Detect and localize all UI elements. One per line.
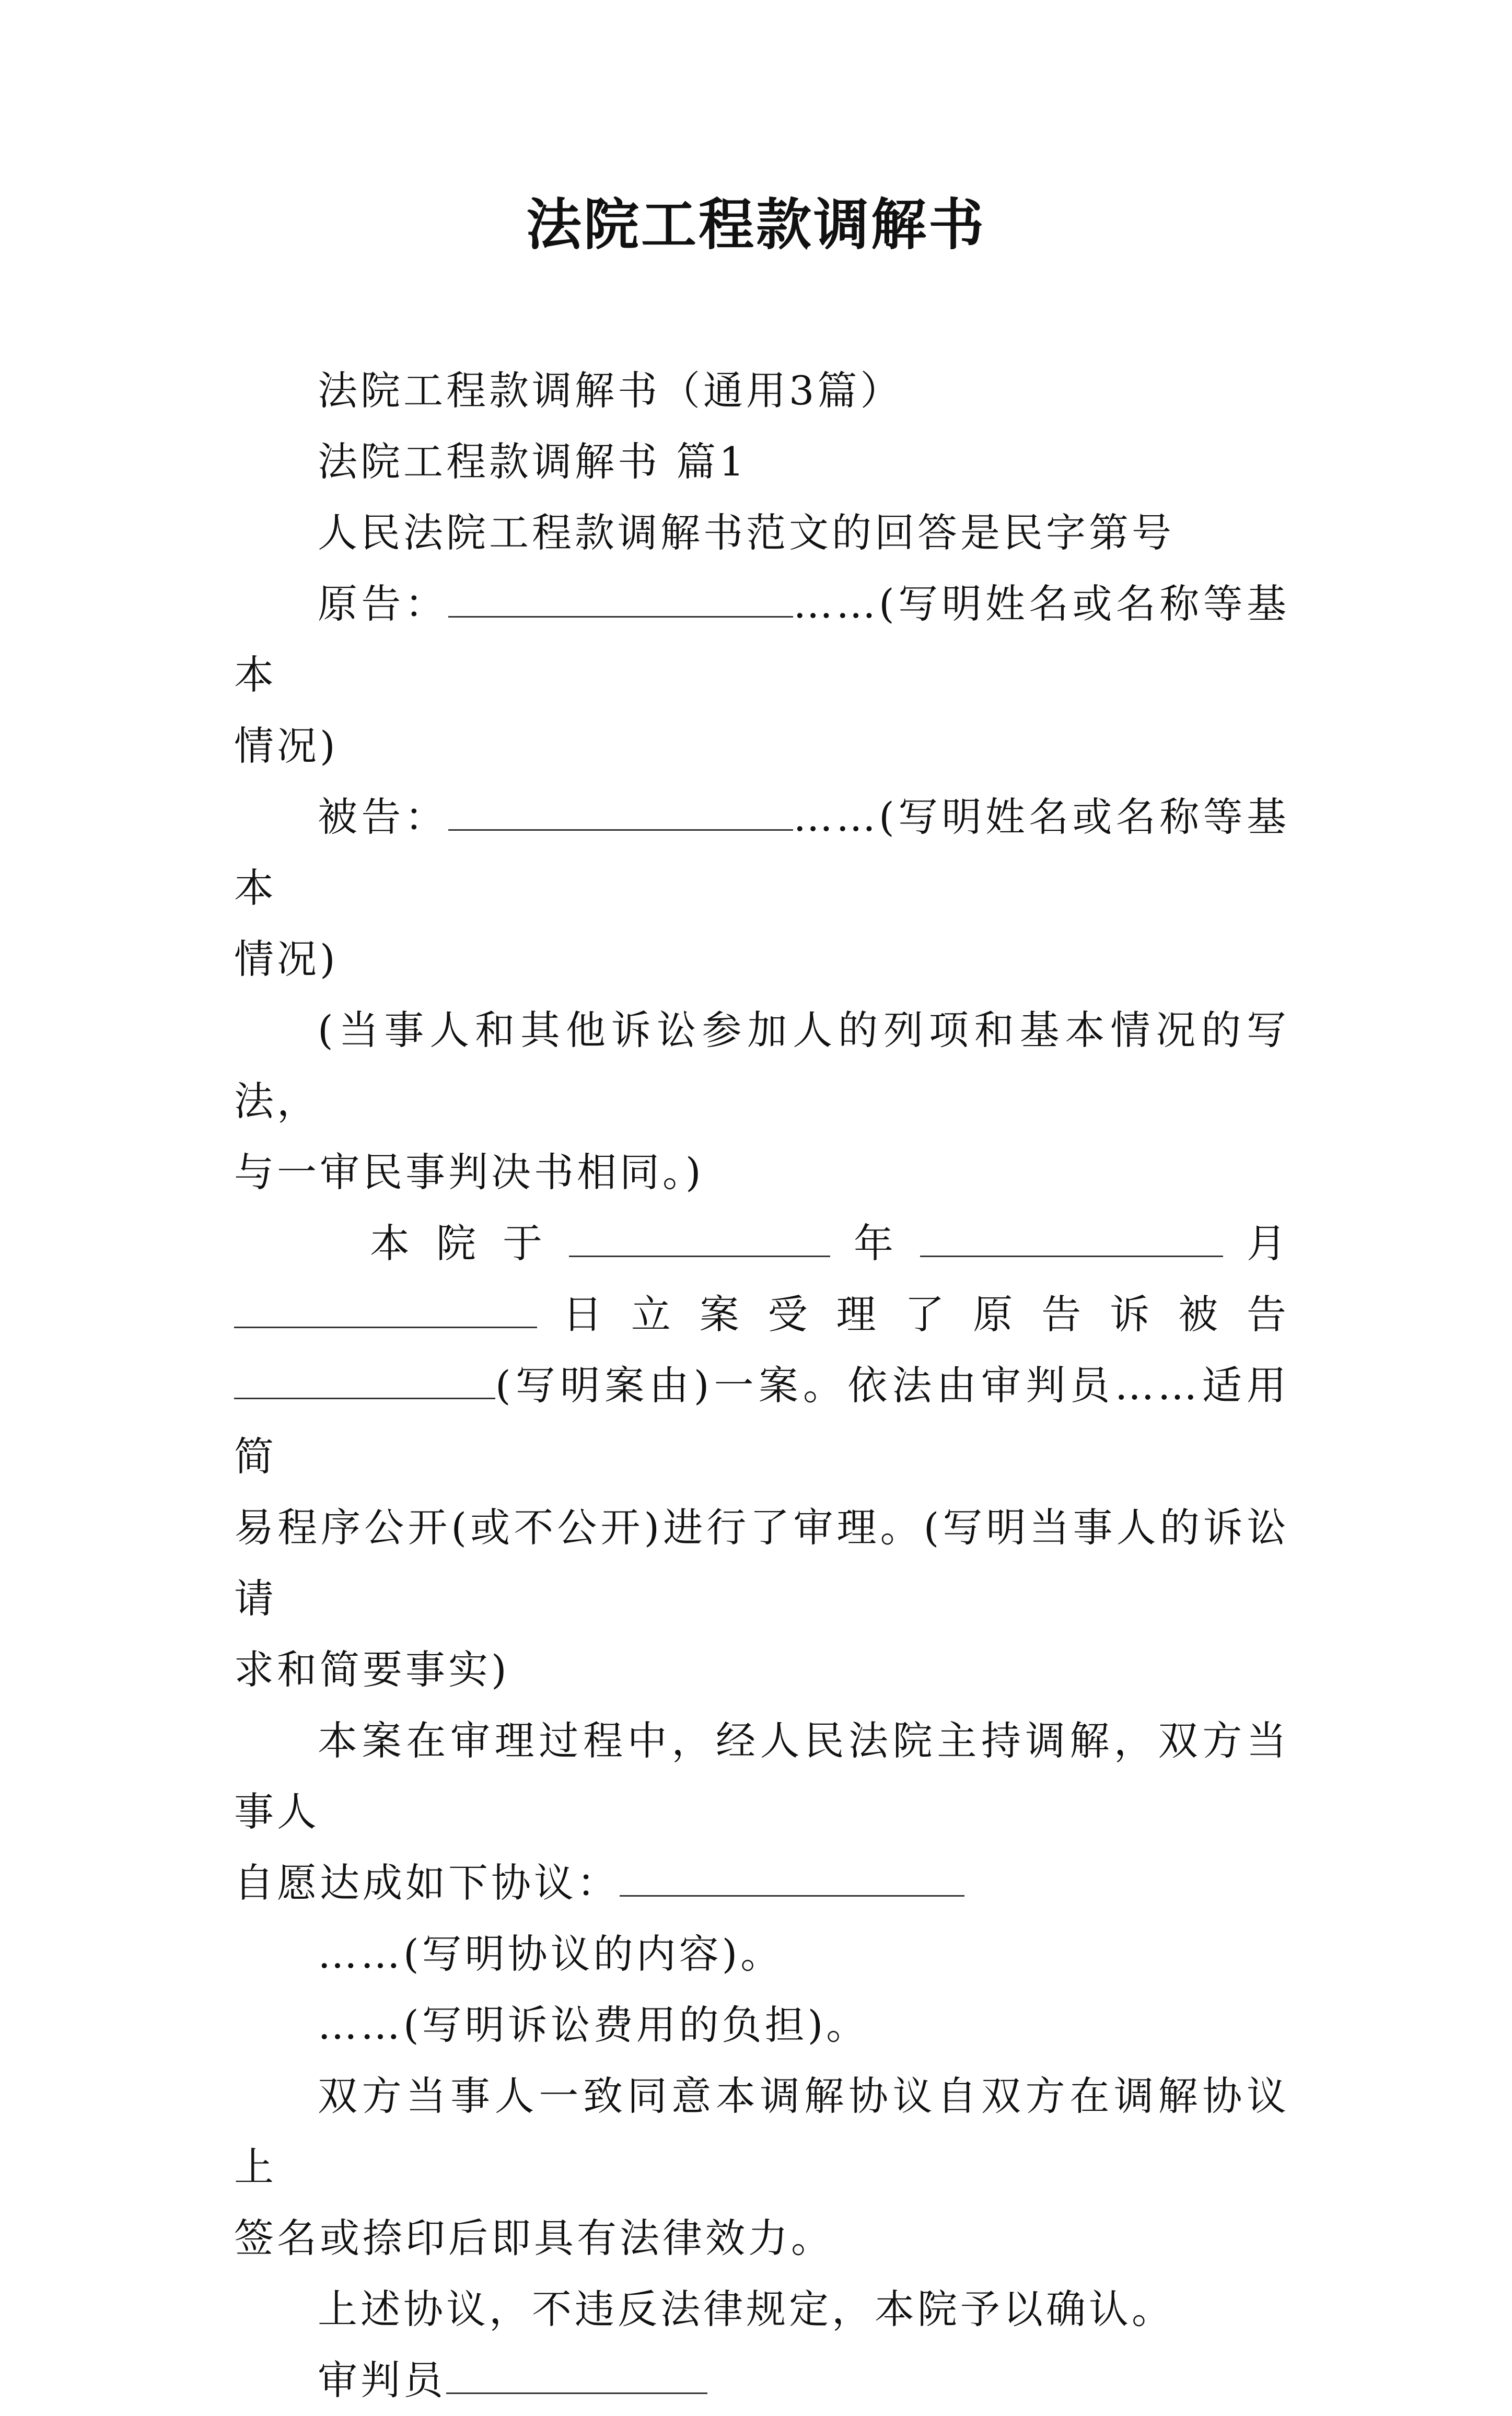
- judge-line: [234, 2345, 1289, 2416]
- filing-month-blank: [920, 1214, 1223, 1257]
- filing-day-char: 受: [767, 1291, 811, 1338]
- filing-word-yuan: 院: [436, 1220, 479, 1267]
- plaintiff-suffix: ……(写明姓名或名称等基本: [234, 580, 1290, 698]
- filing-line1: [234, 1208, 1289, 1279]
- defendant-label: 被告：: [318, 794, 449, 840]
- plaintiff-label: 原告：: [318, 580, 449, 627]
- defendant-line: [234, 782, 1289, 924]
- filing-day-char: 了: [904, 1291, 948, 1338]
- plaintiff-cont: 情况): [234, 723, 339, 769]
- judge-blank: [446, 2351, 707, 2394]
- subtitle-line: 法院工程款调解书（通用3篇）: [318, 367, 903, 414]
- parties-note-line1: (当事人和其他诉讼参加人的列项和基本情况的写法，: [234, 1007, 1289, 1124]
- filing-cause-text: (写明案由)一案。依法由审判员……适用简: [234, 1362, 1289, 1480]
- filing-day-blank: [234, 1285, 537, 1328]
- defendant-blank: [448, 787, 793, 831]
- effect-line2: 签名或捺印后即具有法律效力。: [234, 2215, 834, 2261]
- filing-line4: 易程序公开(或不公开)进行了审理。(写明当事人的诉讼请: [234, 1504, 1289, 1622]
- case-number-line: 人民法院工程款调解书范文的回答是民字第号: [318, 509, 1174, 556]
- filing-day-char: 告: [1246, 1291, 1289, 1338]
- defendant-cont: 情况): [234, 936, 339, 982]
- filing-day-char: 理: [836, 1291, 879, 1338]
- litigation-fee-line: ……(写明诉讼费用的负担)。: [318, 2002, 869, 2048]
- plaintiff-blank: [448, 574, 793, 618]
- filing-line3: [234, 1350, 1289, 1492]
- agreement-content-line: ……(写明协议的内容)。: [318, 1931, 784, 1977]
- agreement-blank: [620, 1853, 964, 1897]
- mediation-line2-text: 自愿达成如下协议：: [234, 1860, 620, 1906]
- filing-day-char: 日: [562, 1291, 606, 1338]
- filing-year-label: 年: [854, 1220, 897, 1267]
- filing-day-char: 诉: [1110, 1291, 1153, 1338]
- mediation-line1: 本案在审理过程中，经人民法院主持调解，双方当事人: [234, 1717, 1289, 1835]
- document-title: 法院工程款调解书: [526, 192, 986, 257]
- defendant-suffix: ……(写明姓名或名称等基本: [234, 794, 1290, 911]
- filing-day-char: 立: [631, 1291, 674, 1338]
- section-heading: 法院工程款调解书 篇1: [318, 438, 748, 485]
- parties-note-line2: 与一审民事判决书相同。): [234, 1149, 704, 1195]
- filing-day-char: 原: [973, 1291, 1016, 1338]
- filing-line5: 求和简要事实): [234, 1646, 510, 1693]
- filing-year-blank: [569, 1214, 830, 1257]
- filing-day-char: 被: [1178, 1291, 1222, 1338]
- filing-cause-blank: [234, 1356, 495, 1399]
- filing-word-ben: 本: [370, 1220, 413, 1267]
- filing-day-char: 案: [699, 1291, 742, 1338]
- mediation-line2: [234, 1848, 1289, 1919]
- filing-month-label: 月: [1247, 1220, 1289, 1267]
- confirm-line: 上述协议，不违反法律规定，本院予以确认。: [318, 2286, 1174, 2332]
- plaintiff-line: [234, 568, 1289, 711]
- judge-label: 审判员: [318, 2357, 446, 2403]
- filing-day-char: 告: [1041, 1291, 1085, 1338]
- filing-word-yu: 于: [503, 1220, 545, 1267]
- document-body: [234, 355, 1289, 2416]
- effect-line1: 双方当事人一致同意本调解协议自双方在调解协议上: [234, 2073, 1289, 2190]
- filing-line2: [234, 1279, 1289, 1350]
